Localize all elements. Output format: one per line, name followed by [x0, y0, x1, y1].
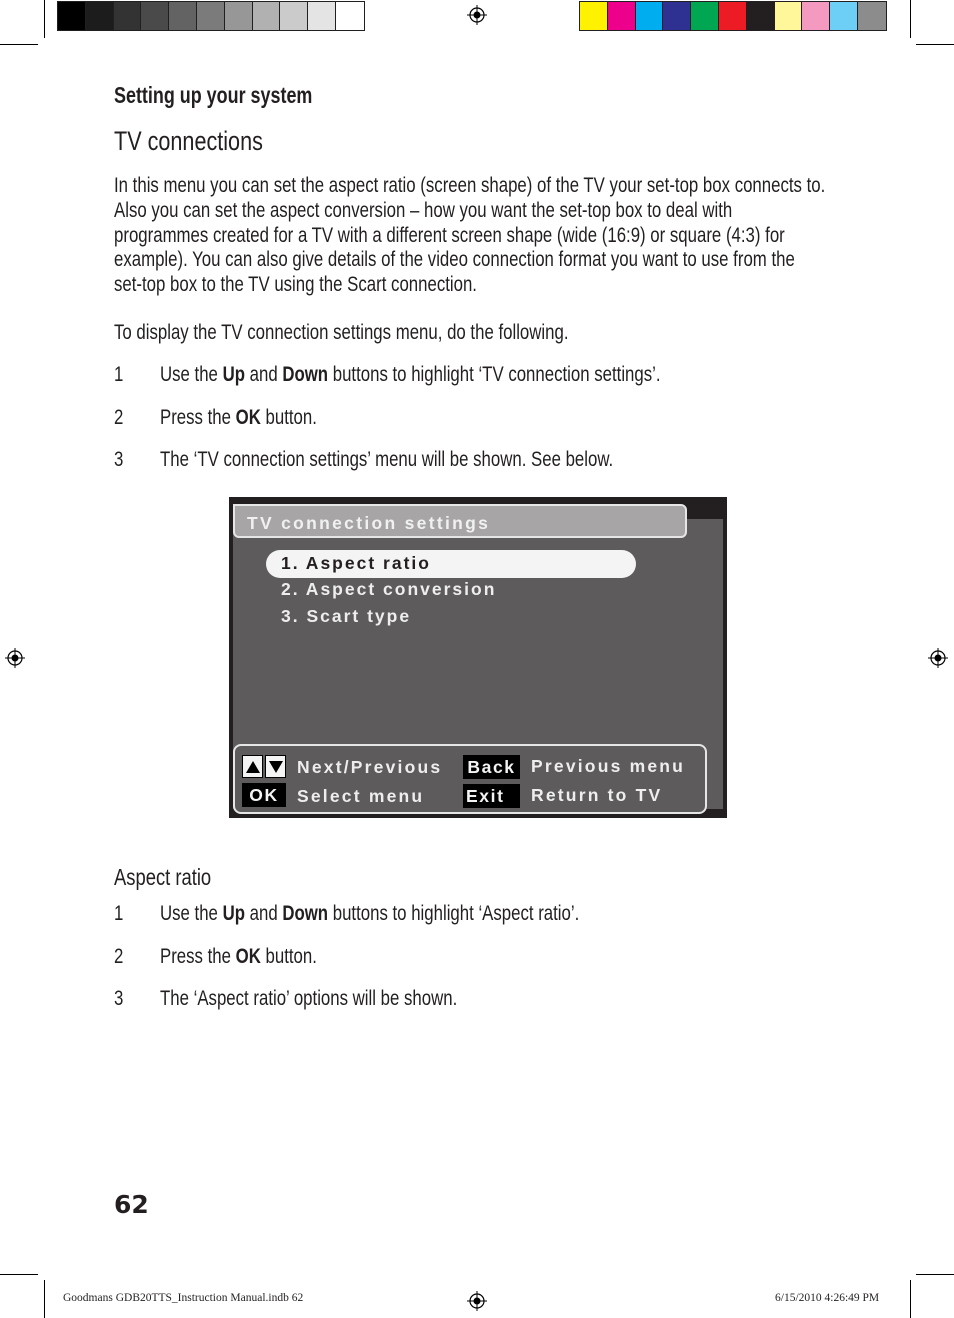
display-instruction: To display the TV connection settings menu, do the following. [114, 321, 569, 344]
tv-menu-screenshot [229, 497, 727, 818]
tv-menu-titlebar [233, 504, 687, 538]
crop-mark [916, 1274, 954, 1275]
exit-hint: Return to TV [531, 785, 663, 805]
color-swatch [580, 2, 608, 30]
color-swatch [719, 2, 747, 30]
step-text: Press the OK button. [160, 406, 317, 429]
color-swatch [141, 2, 169, 30]
color-swatch [663, 2, 691, 30]
step-text: Use the Up and Down buttons to highlight ‘TV connection settings’. [160, 363, 661, 386]
step-number: 3 [114, 987, 124, 1010]
footer-timestamp: 6/15/2010 4:26:49 PM [775, 1292, 880, 1304]
crop-mark [0, 1274, 38, 1275]
aspect-ratio-heading: Aspect ratio [114, 864, 212, 890]
color-swatch [308, 2, 336, 30]
color-swatch [747, 2, 775, 30]
color-swatch [225, 2, 253, 30]
color-swatch [253, 2, 281, 30]
up-arrow-key-icon [242, 755, 263, 778]
step-number: 1 [114, 902, 124, 925]
color-swatch [802, 2, 830, 30]
color-swatch [86, 2, 114, 30]
color-swatch [691, 2, 719, 30]
footer-file-name: Goodmans GDB20TTS_Instruction Manual.indb 62 [63, 1292, 304, 1304]
color-calibration-bar [579, 1, 887, 31]
grey-calibration-bar [57, 1, 365, 31]
menu-item-aspect-ratio[interactable]: 1. Aspect ratio [281, 553, 431, 573]
crop-mark [44, 1280, 45, 1318]
step-number: 3 [114, 448, 124, 471]
color-swatch [58, 2, 86, 30]
page-number: 62 [114, 1190, 149, 1219]
color-swatch [858, 2, 886, 30]
tv-menu-footer [233, 744, 707, 814]
down-arrow-key-icon [265, 755, 286, 778]
color-swatch [114, 2, 142, 30]
color-swatch [197, 2, 225, 30]
crop-mark [44, 0, 45, 38]
registration-mark-icon [5, 648, 25, 668]
color-swatch [280, 2, 308, 30]
color-swatch [169, 2, 197, 30]
registration-mark-icon [467, 1291, 487, 1311]
exit-key: Exit [463, 784, 520, 808]
crop-mark [0, 44, 38, 45]
crop-mark [910, 1280, 911, 1318]
page-title: TV connections [114, 126, 263, 156]
step-number: 2 [114, 406, 124, 429]
color-swatch [608, 2, 636, 30]
step-number: 1 [114, 363, 124, 386]
registration-mark-icon [928, 648, 948, 668]
section-heading: Setting up your system [114, 82, 313, 108]
nav-hint: Next/Previous [297, 757, 443, 777]
intro-paragraph: In this menu you can set the aspect ratio (screen shape) of the TV your set-top box connects to. Also you can set the aspect conversion – how you want the set-top box to deal with programmes created for a TV with a different screen shape (wide (16:9) or square (4:3) for example). You can also give details of the video connection format you want to use from the set-top box to the TV using the Scart connection. [114, 174, 826, 297]
tv-menu-title: TV connection settings [247, 513, 491, 533]
step-text: The ‘TV connection settings’ menu will be shown. See below. [160, 448, 614, 471]
menu-item-aspect-conversion[interactable]: 2. Aspect conversion [281, 579, 497, 599]
color-swatch [636, 2, 664, 30]
color-swatch [830, 2, 858, 30]
ok-key: OK [242, 783, 286, 807]
step-text: Use the Up and Down buttons to highlight ‘Aspect ratio’. [160, 902, 580, 925]
crop-mark [910, 0, 911, 38]
step-text: Press the OK button. [160, 945, 317, 968]
color-swatch [336, 2, 364, 30]
color-swatch [775, 2, 803, 30]
step-number: 2 [114, 945, 124, 968]
registration-mark-icon [467, 5, 487, 25]
menu-item-scart-type[interactable]: 3. Scart type [281, 606, 412, 626]
step-text: The ‘Aspect ratio’ options will be shown. [160, 987, 458, 1010]
back-hint: Previous menu [531, 756, 686, 776]
back-key: Back [463, 755, 520, 779]
ok-hint: Select menu [297, 786, 425, 806]
crop-mark [916, 44, 954, 45]
